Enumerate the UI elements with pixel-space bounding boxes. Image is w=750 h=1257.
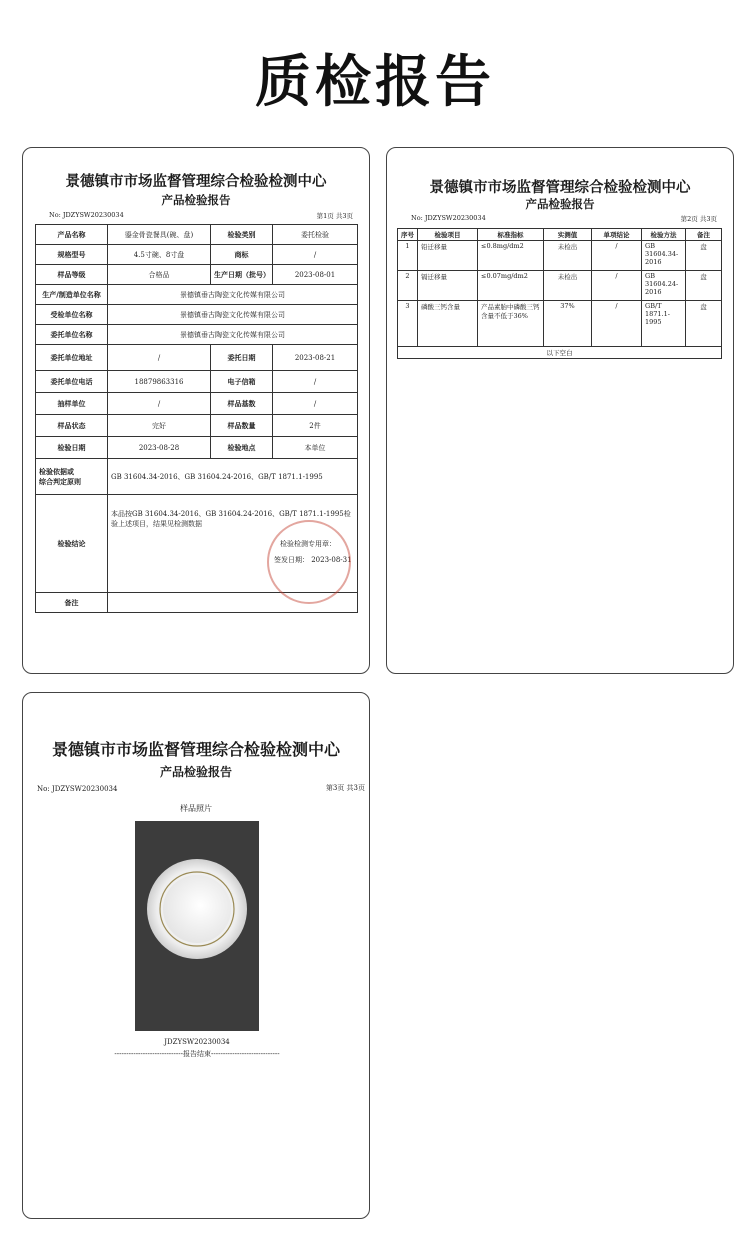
results-header-row [398, 229, 722, 241]
issue-date: 签发日期： 2023-08-31 [274, 556, 352, 564]
results-cell: GB/T 1871.1-1995 [642, 301, 686, 347]
conclusion-line1: 本品按GB 31604.34-2016、GB 31604.24-2016、GB/T 1871.1-1995检 [111, 510, 351, 518]
conclusion-line2: 验上述项目，结果见检测数据 [111, 520, 202, 528]
basis-label-line1: 检验依据或 [39, 466, 74, 476]
sample-photo [135, 821, 259, 1031]
results-cell: 未检出 [544, 271, 592, 301]
page-title: 质检报告 [255, 50, 495, 115]
results-cell: ≤0.8mg/dm2 [478, 241, 544, 271]
product-name: 鎏金骨瓷餐具(碗、盘) [108, 225, 211, 245]
manufacturer-label: 生产/制造单位名称 [36, 285, 108, 305]
prod-date: 2023-08-01 [273, 265, 358, 285]
report-page-3 [22, 692, 370, 1219]
inspected-unit-label: 受检单位名称 [36, 305, 108, 325]
prod-date-label: 生产日期（批号） [211, 265, 273, 285]
results-cell: / [592, 301, 642, 347]
grade: 合格品 [108, 265, 211, 285]
report-end: -----------------------------报告结束----------------------------- [114, 1050, 280, 1058]
results-cell: GB 31604.24-2016 [642, 271, 686, 301]
client-tel-label: 委托单位电话 [36, 371, 108, 393]
test-place-label: 检验地点 [211, 437, 273, 459]
sample-base-label: 样品基数 [211, 393, 273, 415]
results-header-cell: 标准指标 [478, 229, 544, 241]
results-cell: 3 [398, 301, 418, 347]
stamp-line: 检验检测专用章： [280, 540, 336, 548]
results-cell: / [592, 241, 642, 271]
results-cell: 磷酸三钙含量 [418, 301, 478, 347]
client: 景德镇垂古陶瓷文化传媒有限公司 [108, 325, 358, 345]
results-row [398, 241, 722, 271]
test-place: 本单位 [273, 437, 358, 459]
sample-qty: 2件 [273, 415, 358, 437]
report-page-2 [386, 147, 734, 674]
results-cell: 2 [398, 271, 418, 301]
report-number: No: JDZYSW20230034 [37, 785, 118, 793]
results-cell: 盘 [686, 241, 722, 271]
results-cell: GB 31604.34-2016 [642, 241, 686, 271]
plate-image [135, 821, 259, 1031]
results-table [397, 228, 722, 359]
report-number: No: JDZYSW20230034 [49, 211, 124, 219]
results-cell: 盘 [686, 271, 722, 301]
org-name: 景德镇市市场监督管理综合检验检测中心 [51, 740, 340, 759]
page-number: 第2页 共3页 [680, 215, 717, 223]
org-name: 景德镇市市场监督管理综合检验检测中心 [65, 173, 327, 190]
results-cell: 1 [398, 241, 418, 271]
manufacturer: 景德镇垂古陶瓷文化传媒有限公司 [108, 285, 358, 305]
sample-base: / [273, 393, 358, 415]
results-cell: 盘 [686, 301, 722, 347]
report-number: No: JDZYSW20230034 [411, 214, 486, 222]
results-row [398, 301, 722, 347]
sample-qty-label: 样品数量 [211, 415, 273, 437]
model: 4.5寸碗、8寸盘 [108, 245, 211, 265]
product-name-label: 产品名称 [36, 225, 108, 245]
results-header-cell: 检验项目 [418, 229, 478, 241]
results-cell: ≤0.07mg/dm2 [478, 271, 544, 301]
report-type: 产品检验报告 [159, 765, 232, 779]
results-header-cell: 备注 [686, 229, 722, 241]
entrust-date-label: 委托日期 [211, 345, 273, 371]
client-tel: 18879863316 [108, 371, 211, 393]
official-stamp [267, 520, 351, 604]
email-label: 电子信箱 [211, 371, 273, 393]
photo-title: 样品照片 [180, 804, 212, 813]
report-page-1 [22, 147, 370, 674]
report-type: 产品检验报告 [525, 197, 595, 211]
sample-state: 完好 [108, 415, 211, 437]
results-header-cell: 检验方法 [642, 229, 686, 241]
remarks-label: 备注 [36, 593, 108, 613]
client-addr: / [108, 345, 211, 371]
entrust-date: 2023-08-21 [273, 345, 358, 371]
results-header-cell: 单项结论 [592, 229, 642, 241]
model-label: 规格型号 [36, 245, 108, 265]
photo-caption: JDZYSW20230034 [164, 1038, 230, 1046]
client-addr-label: 委托单位地址 [36, 345, 108, 371]
inspected-unit: 景德镇垂古陶瓷文化传媒有限公司 [108, 305, 358, 325]
email: / [273, 371, 358, 393]
report-type: 产品检验报告 [161, 193, 231, 207]
results-cell: 37% [544, 301, 592, 347]
basis: GB 31604.34-2016、GB 31604.24-2016、GB/T 1871.1-1995 [108, 459, 358, 495]
test-date: 2023-08-28 [108, 437, 211, 459]
grade-label: 样品等级 [36, 265, 108, 285]
trademark-label: 商标 [211, 245, 273, 265]
results-header-cell: 实测值 [544, 229, 592, 241]
page-number: 第1页 共3页 [316, 212, 353, 220]
results-cell: 未检出 [544, 241, 592, 271]
test-date-label: 检验日期 [36, 437, 108, 459]
results-cell: / [592, 271, 642, 301]
sampling-unit: / [108, 393, 211, 415]
results-cell: 产品素胎中磷酸三钙含量不低于36% [478, 301, 544, 347]
conclusion-label: 检验结论 [36, 495, 108, 593]
sample-state-label: 样品状态 [36, 415, 108, 437]
basis-label-line2: 综合判定原则 [39, 476, 81, 486]
sampling-unit-label: 抽样单位 [36, 393, 108, 415]
results-header-cell: 序号 [398, 229, 418, 241]
inspection-type: 委托检验 [273, 225, 358, 245]
results-row [398, 271, 722, 301]
basis-label [36, 459, 108, 495]
trademark: / [273, 245, 358, 265]
results-cell: 铅迁移量 [418, 241, 478, 271]
client-label: 委托单位名称 [36, 325, 108, 345]
blank-note: 以下空白 [398, 347, 722, 359]
inspection-type-label: 检验类别 [211, 225, 273, 245]
page-number: 第3页 共3页 [325, 784, 365, 792]
results-cell: 镉迁移量 [418, 271, 478, 301]
org-name: 景德镇市市场监督管理综合检验检测中心 [429, 179, 691, 196]
